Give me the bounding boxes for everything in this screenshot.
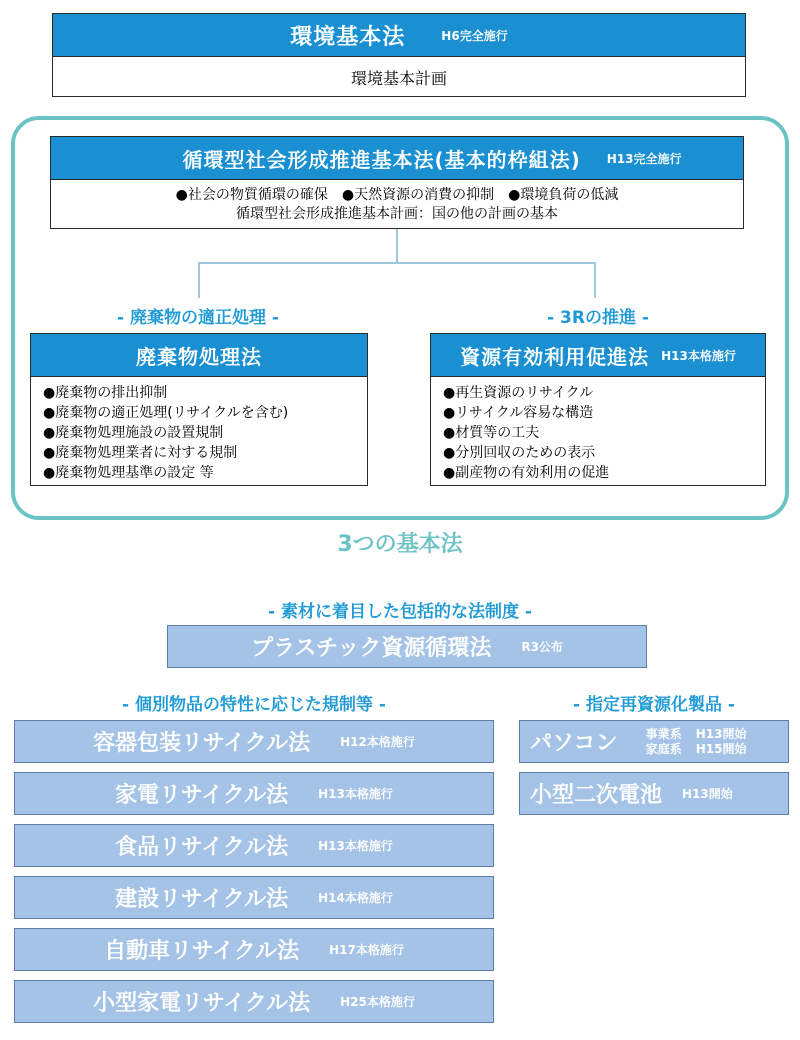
law-box-kogata-kaden	[14, 980, 494, 1023]
kankyo-kihon-plan: 環境基本計画	[350, 68, 447, 88]
list-item: ●廃棄物処理業者に対する規制	[43, 445, 238, 461]
basic-laws-label: 3つの基本法	[337, 532, 463, 557]
pc-dates	[646, 727, 747, 757]
list-item: ●再生資源のリサイクル	[443, 385, 594, 401]
junkan-kihon-body	[51, 180, 743, 224]
law-box-shokuhin	[14, 824, 494, 867]
list-item: ●リサイクル容易な構造	[443, 405, 594, 421]
list-item: ●分別回収のための表示	[443, 445, 596, 461]
junkan-kihon-box	[50, 136, 744, 229]
shigen-list	[431, 377, 765, 483]
law-date: H25本格施行	[340, 995, 415, 1009]
kankyo-kihon-box	[52, 13, 746, 97]
shigen-header	[431, 334, 765, 377]
haikibutsu-title: 廃棄物処理法	[136, 344, 262, 369]
plastic-law-box	[167, 625, 647, 668]
connector-right	[594, 262, 596, 298]
law-date: H13本格施行	[318, 787, 393, 801]
law-name: 食品リサイクル法	[115, 835, 289, 860]
materials-heading: - 素材に着目した包括的な法制度 -	[268, 602, 532, 622]
haikibutsu-box	[30, 333, 368, 486]
shigen-box	[430, 333, 766, 486]
list-item: ●廃棄物の適正処理(リサイクルを含む)	[43, 405, 289, 421]
junkan-kihon-date: H13完全施行	[606, 151, 682, 166]
shigen-title: 資源有効利用促進法	[460, 344, 650, 369]
battery-name: 小型二次電池	[530, 783, 663, 808]
kankyo-kihon-date: H6完全施行	[441, 28, 508, 43]
list-item: ●廃棄物処理施設の設置規制	[43, 425, 224, 441]
junkan-kihon-line1: ●社会の物質循環の確保 ●天然資源の消費の抑制 ●環境負荷の低減	[175, 187, 619, 203]
junkan-kihon-line2: 循環型社会形成推進基本計画：国の他の計画の基本	[236, 206, 558, 222]
pc-name: パソコン	[530, 731, 618, 756]
junkan-kihon-title: 循環型社会形成推進基本法(基本的枠組法)	[182, 147, 581, 172]
list-item: ●廃棄物の排出抑制	[43, 385, 168, 401]
haikibutsu-list	[31, 377, 367, 483]
law-name: 容器包装リサイクル法	[93, 731, 311, 756]
battery-date: H13開始	[682, 787, 733, 801]
law-box-jidosha	[14, 928, 494, 971]
law-box-yoki	[14, 720, 494, 763]
pc-date-household-label: 家庭系	[645, 741, 682, 756]
pc-date-household-value: H15開始	[695, 741, 747, 756]
law-name: 家電リサイクル法	[115, 783, 289, 808]
list-item: ●材質等の工夫	[443, 425, 540, 441]
law-box-kensetsu	[14, 876, 494, 919]
pc-box	[519, 720, 789, 763]
law-name: 小型家電リサイクル法	[93, 991, 311, 1016]
individual-heading: - 個別物品の特性に応じた規制等 -	[122, 695, 386, 715]
pc-date-household	[646, 742, 747, 757]
pc-date-business	[646, 727, 747, 742]
pc-date-business-value: H13開始	[695, 726, 747, 741]
connector-horizontal	[198, 262, 596, 264]
law-name: 自動車リサイクル法	[104, 939, 300, 964]
law-name: 建設リサイクル法	[115, 887, 289, 912]
kankyo-kihon-header	[53, 14, 745, 57]
junkan-kihon-header	[51, 137, 743, 180]
list-item: ●廃棄物処理基準の設定 等	[43, 465, 214, 481]
shigen-date: H13本格施行	[661, 348, 736, 363]
pc-date-business-label: 事業系	[645, 726, 682, 741]
kankyo-kihon-title: 環境基本法	[290, 24, 406, 50]
plastic-law-name: プラスチック資源循環法	[251, 636, 492, 661]
list-item: ●副産物の有効利用の促進	[443, 465, 610, 481]
law-date: H17本格施行	[329, 943, 404, 957]
connector-vertical	[396, 229, 398, 263]
battery-box	[519, 772, 789, 815]
haikibutsu-header	[31, 334, 367, 377]
law-date: H12本格施行	[340, 735, 415, 749]
waste-section-heading: - 廃棄物の適正処理 -	[117, 308, 279, 328]
designated-heading: - 指定再資源化製品 -	[573, 695, 735, 715]
three-r-section-heading: - 3Rの推進 -	[547, 308, 649, 328]
law-date: H13本格施行	[318, 839, 393, 853]
law-date: H14本格施行	[318, 891, 393, 905]
connector-left	[198, 262, 200, 298]
law-box-kaden	[14, 772, 494, 815]
plastic-law-date: R3公布	[521, 640, 563, 654]
